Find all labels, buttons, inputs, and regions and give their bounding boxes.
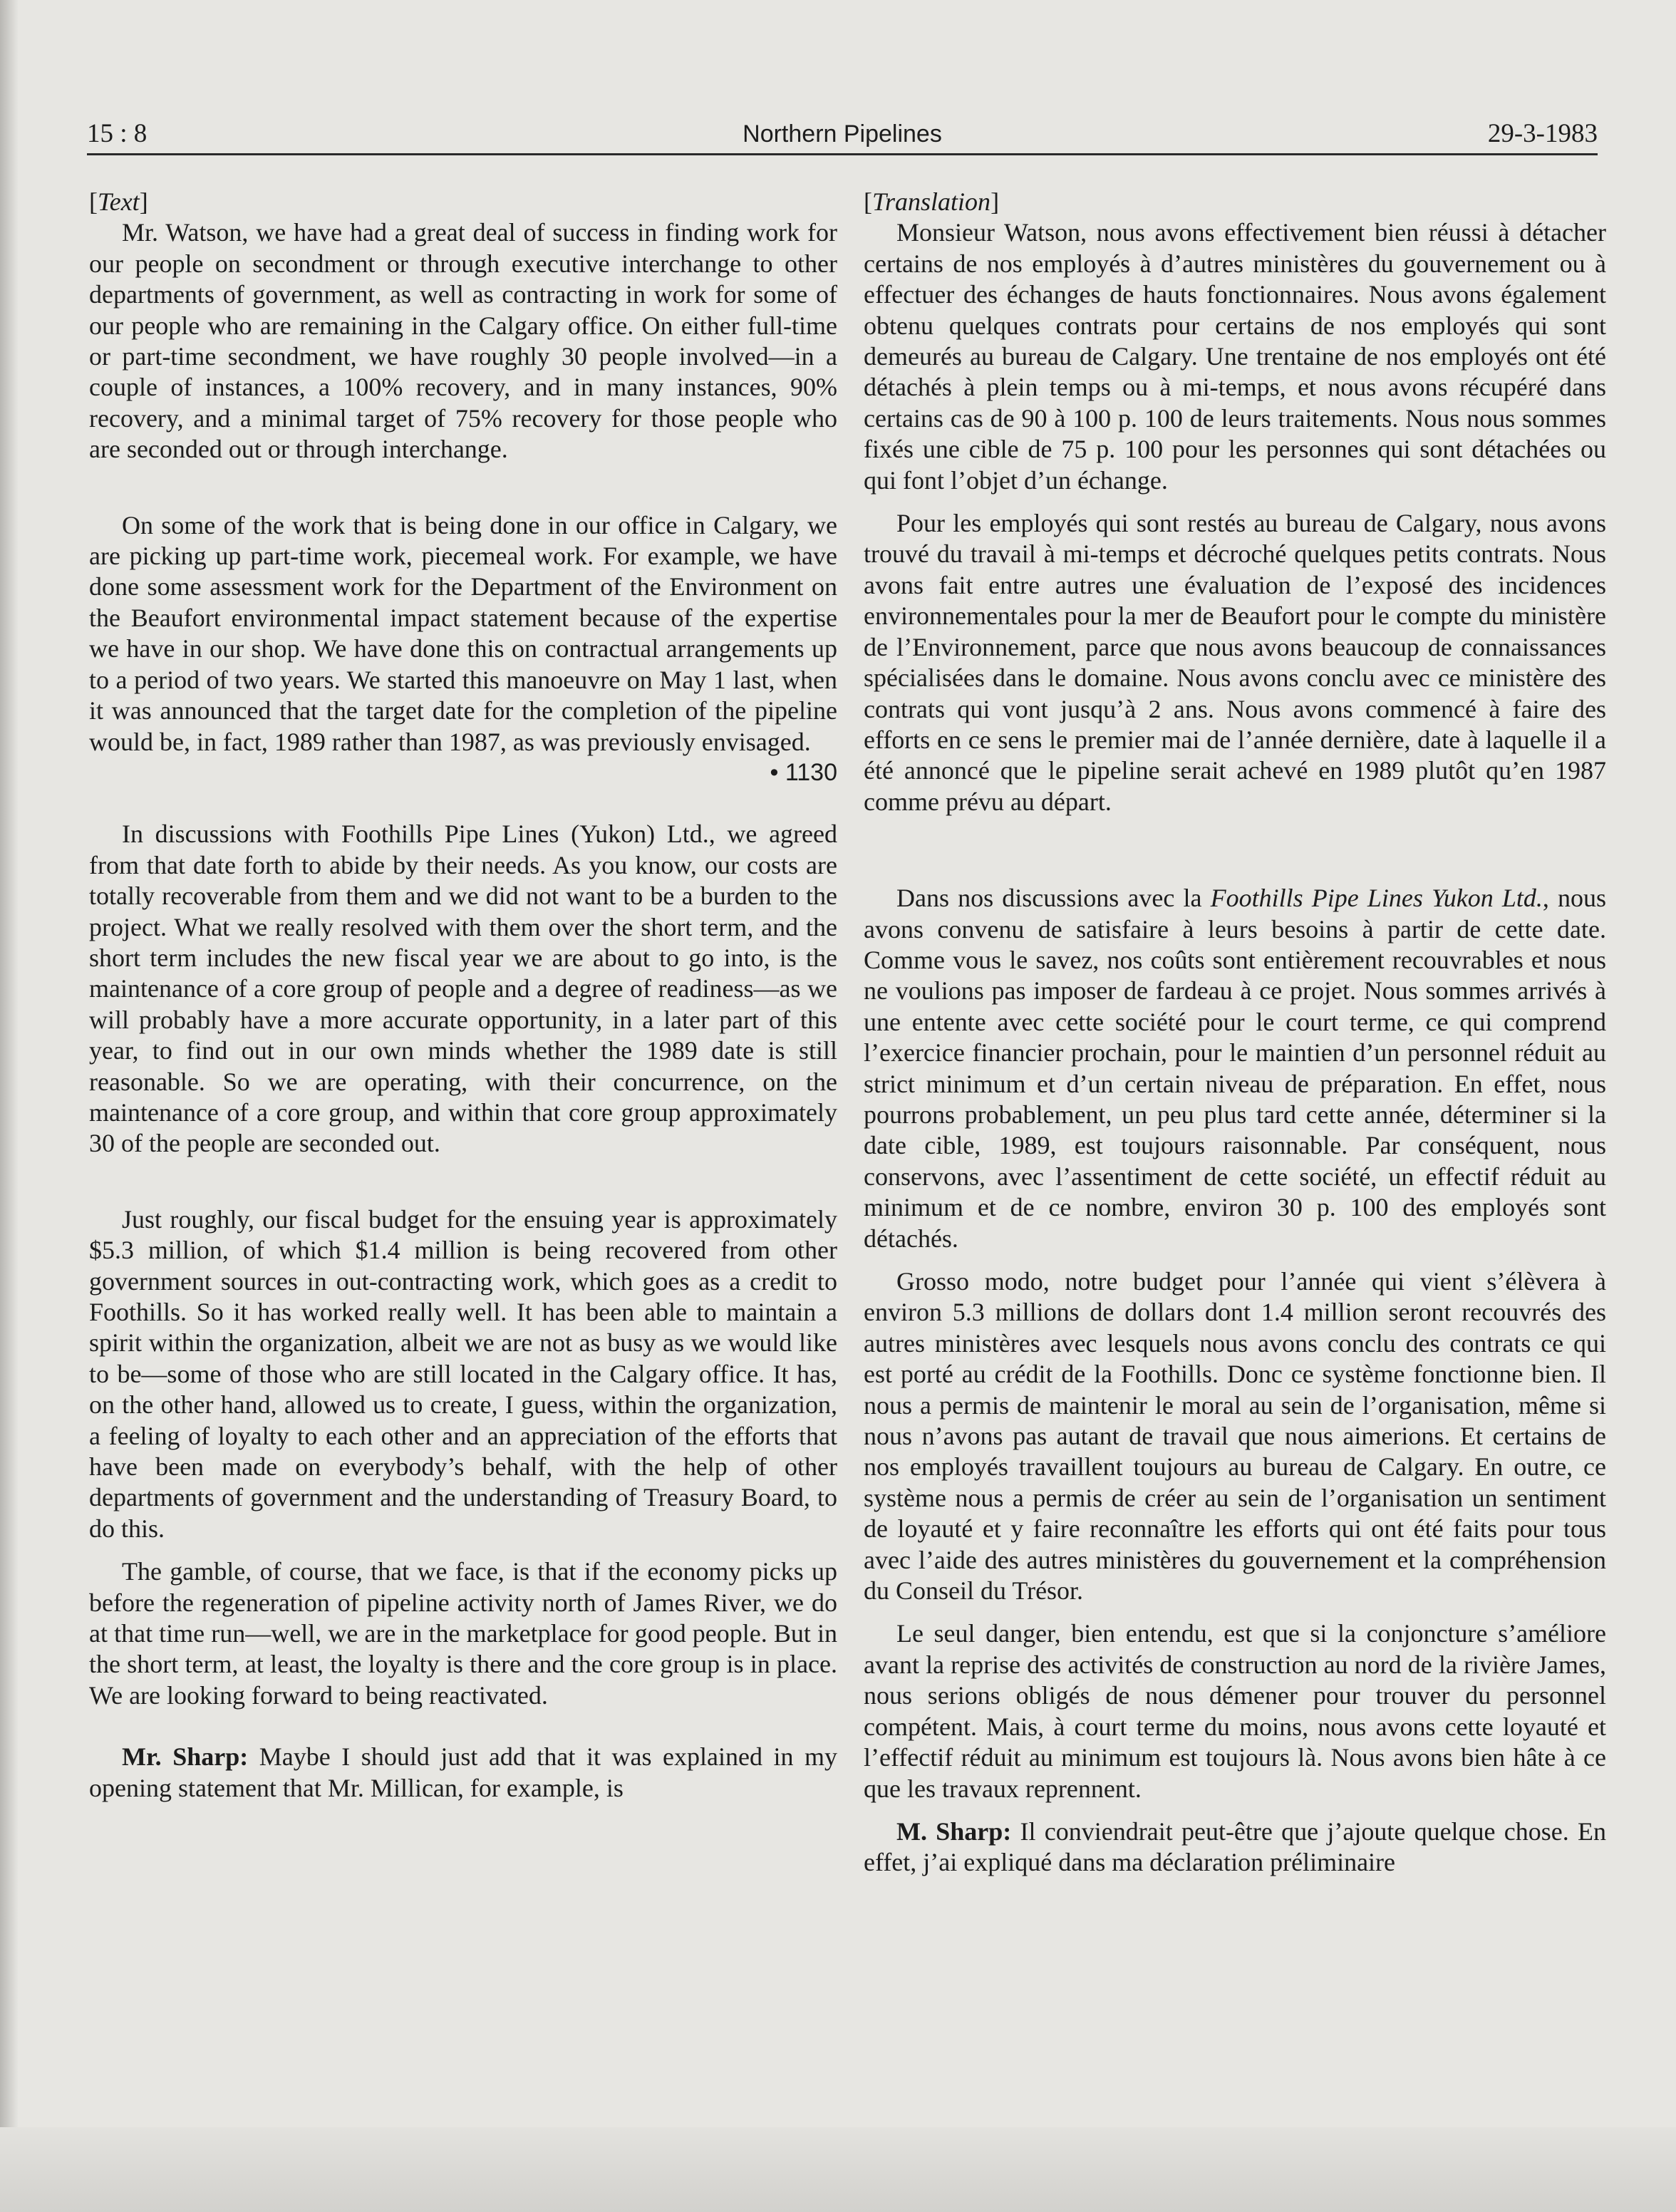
running-title: Northern Pipelines bbox=[743, 120, 942, 148]
speaker-paragraph: M. Sharp: Il conviendrait peut-être que j’ajoute quelque chose. En effet, j’ai expliqué dans ma déclaration préliminaire bbox=[864, 1816, 1606, 1877]
paragraph: The gamble, of course, that we face, is that if the economy picks up before the regeneration of pipeline activity north of James River, we do at that time run—well, we are in the marketplace for good people. But in the short term, at least, the loyalty is there and the core group is in place. We are looking forward to being reactivated. bbox=[89, 1557, 837, 1710]
french-column bbox=[864, 187, 1606, 1878]
paragraph: Just roughly, our fiscal budget for the ensuing year is approximately $5.3 million, of which $1.4 million is being recovered from other government sources in out-contracting work, which goes as a credit to Foothills. So it has worked really well. It has been able to maintain a spirit within the organization, albeit we are not as busy as we would like to be—some of those who are still located in the Calgary office. It has, on the other hand, allowed us to create, I guess, within the organization, a feeling of loyalty to each other and an appreciation of the efforts that have been made on everybody’s behalf, with the help of other departments of government and the understanding of Treasury Board, to do this. bbox=[89, 1204, 837, 1543]
paragraph: Dans nos discussions avec la Foothills Pipe Lines Yukon Ltd., nous avons convenu de satisfaire à leurs besoins à partir de cette date. Comme vous le savez, nos coûts sont entièrement recouvrables et nous ne voulions pas imposer de fardeau à ce projet. Nous sommes arrivés à une entente avec cette société pour le court terme, ce qui comprend l’exercice financier prochain, pour le maintien d’un personnel réduit au strict minimum et d’un certain niveau de préparation. En effet, nous pourrons probablement, un peu plus tard cette année, déterminer si la date cible, 1989, est toujours raisonnable. Par conséquent, nous conservons, avec l’assentiment de cette société, un effectif réduit au minimum et de ce nombre, environ 30 p. 100 des employés sont détachés. bbox=[864, 884, 1607, 1253]
paragraph: Grosso modo, notre budget pour l’année qui vient s’élèvera à environ 5.3 millions de dollars dont 1.4 million seront recouvrés des autres ministères avec lesquels nous avons conclu des contrats ce qui est porté au crédit de la Foothills. Donc ce système fonctionne bien. Il nous a permis de maintenir le moral au sein de l’organisation, même si nous n’avons pas autant de travail que nous aimerions. Et certains de nos employés travaillent toujours au bureau de Calgary. En outre, ce système nous a permis de créer au sein de l’organisation un sentiment de loyauté et y faire reconnaître les efforts qui ont été faits pour tous avec l’aide des autres ministères du gouvernement et la compréhension du Conseil du Trésor. bbox=[864, 1267, 1606, 1606]
paragraph: Mr. Watson, we have had a great deal of success in finding work for our people on secondment or through executive interchange to other departments of government, as well as contracting in work for some of our people who are remaining in the Calgary office. On either full-time or part-time secondment, we have roughly 30 people involved—in a couple of instances, a 100% recovery, and in many instances, 90% recovery, and a minimal target of 75% recovery for those people who are seconded out or through interchange. bbox=[89, 218, 837, 464]
paragraph: Le seul danger, bien entendu, est que si la conjoncture s’améliore avant la reprise des activités de construction au nord de la rivière James, nous serions obligés de nous démener pour trouver du personnel compétent. Mais, à court terme du moins, nous avons cette loyauté et l’effectif réduit au minimum est toujours là. Nous avons bien hâte à ce que les travaux reprennent. bbox=[864, 1619, 1606, 1803]
english-column bbox=[89, 187, 837, 1804]
header-rule bbox=[87, 153, 1598, 155]
running-header bbox=[87, 114, 1598, 154]
paragraph: Monsieur Watson, nous avons effectivement bien réussi à détacher certains de nos employés à d’autres ministères du gouvernement ou à effectuer des échanges de hauts fonctionnaires. Nous avons également obtenu quelques contrats pour certains de nos employés qui sont demeurés au bureau de Calgary. Une trentaine de nos employés ont été détachés à plein temps ou à mi-temps, et nous avons récupéré dans certains cas de 90 à 100 p. 100 de leurs traitements. Nous nous sommes fixés une cible de 75 p. 100 pour les personnes qui sont détachées ou qui font l’objet d’un échange. bbox=[864, 218, 1606, 495]
language-tag: [Translation] bbox=[864, 187, 1000, 216]
paragraph: In discussions with Foothills Pipe Lines (Yukon) Ltd., we agreed from that date forth to abide by their needs. As you know, our costs are totally recoverable from them and we did not want to be a burden to the project. What we really resolved with them over the short term, and the short term includes the new fiscal year we are about to go into, is the maintenance of a core group of people and a degree of readiness—as we will probably have a more accurate opportunity, in a later part of this year, to find out in our own minds whether the 1989 date is still reasonable. So we are operating, with their concurrence, on the maintenance of a core group, and within that core group approximately 30 of the people are seconded out. bbox=[89, 820, 837, 1158]
company-name: Foothills Pipe Lines Yukon Ltd. bbox=[1210, 884, 1543, 913]
time-marker: • 1130 bbox=[770, 758, 837, 786]
language-tag: [Text] bbox=[89, 187, 148, 216]
page-number: 15 : 8 bbox=[87, 119, 148, 148]
paragraph: Pour les employés qui sont restés au bureau de Calgary, nous avons trouvé du travail à mi-temps et décroché quelques petits contrats. Nous avons fait entre autres une évaluation de l’exposé des incidences environnementales pour la mer de Beaufort pour le compte du ministère de l’Environnement, parce que nous avons beaucoup de connaissances spécialisées dans le domaine. Nous avons conclu avec ce ministère des contrats qui vont jusqu’à 2 ans. Nous avons commencé à faire des efforts en ce sens le premier mai de l’année dernière, date à laquelle il a été annoncé que le pipeline serait achevé en 1989 plutôt qu’en 1987 comme prévu au départ. bbox=[864, 509, 1606, 816]
speaker-paragraph: Mr. Sharp: Maybe I should just add that it was explained in my opening statement that Mr. Millican, for example, is bbox=[89, 1742, 838, 1802]
binding-shadow bbox=[0, 0, 19, 2212]
header-date: 29-3-1983 bbox=[1487, 119, 1598, 148]
speaker-name: M. Sharp: bbox=[896, 1816, 1012, 1846]
page-bottom-edge bbox=[0, 2127, 1676, 2212]
speaker-name: Mr. Sharp: bbox=[122, 1742, 249, 1772]
paragraph: On some of the work that is being done in our office in Calgary, we are picking up part-time work, piecemeal work. For example, we have done some assessment work for the Department of the Environment on the Beaufort environmental impact statement because of the expertise we have in our shop. We have done this on contractual arrangements up to a period of two years. We started this manoeuvre on May 1 last, when it was announced that the target date for the completion of the pipeline would be, in fact, 1989 rather than 1987, as was previously envisaged. bbox=[89, 510, 837, 756]
